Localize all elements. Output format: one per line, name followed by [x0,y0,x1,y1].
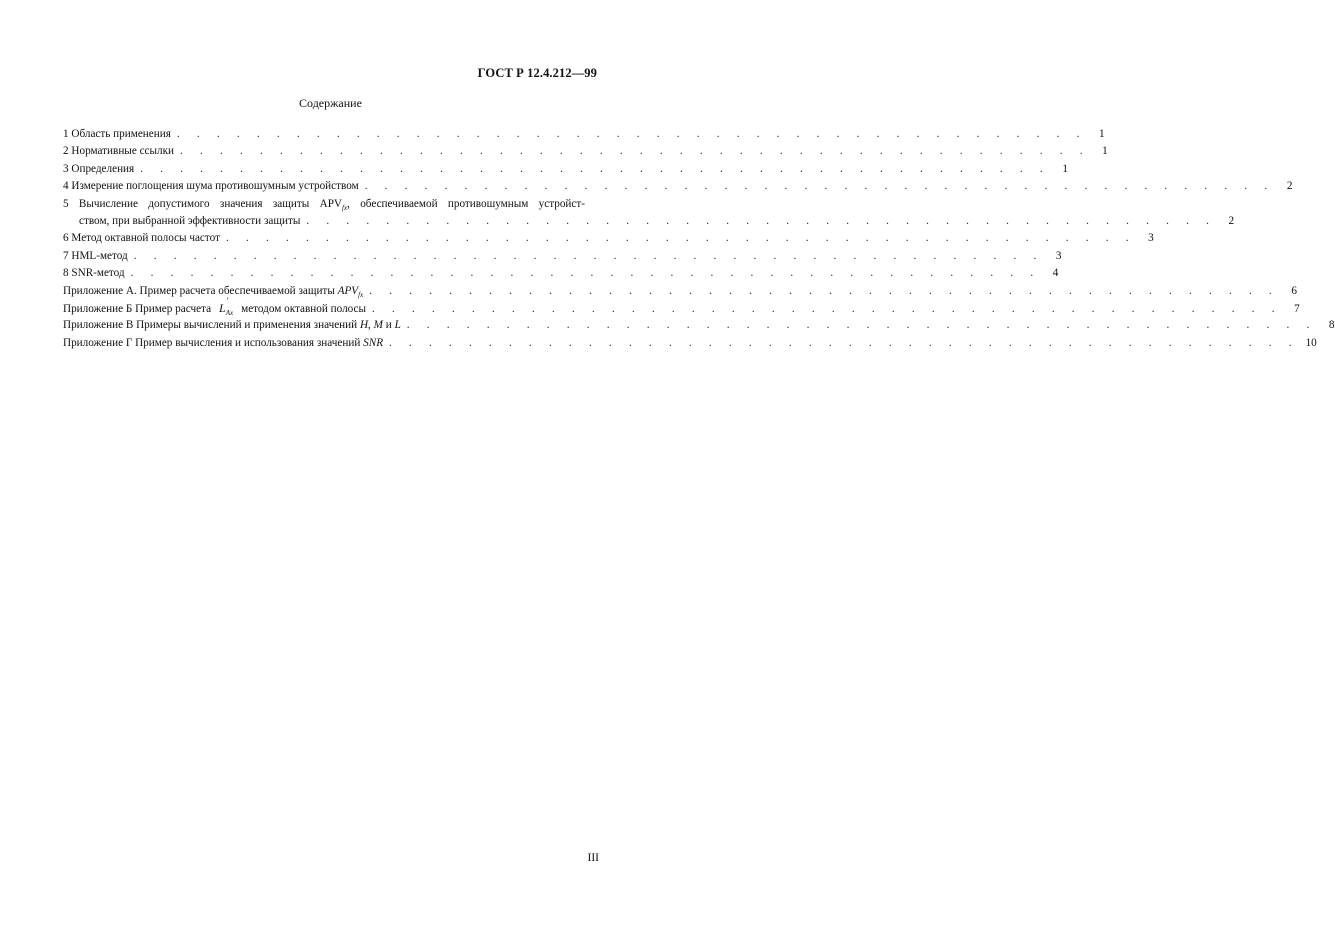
table-of-contents [63,126,1335,352]
lax-subscript: Ax [225,308,234,317]
dot-leader: . . . . . . . . . . . . . . . . . . . . . . . . . . . . . . . . . . . . . . . . . . . . . . [369,284,1279,297]
toc-appendix-g[interactable] [63,335,1317,351]
page-number: III [587,852,599,864]
toc-entry-6[interactable] [63,230,1154,246]
and-word: и [385,319,392,332]
toc-appendix-a[interactable] [63,283,1297,299]
toc-entry-page: 4 [1052,267,1059,280]
toc-entry-text-main: Приложение Г Пример вычисления и использования значений [63,336,364,349]
toc-entry-page: 10 [1305,336,1317,349]
dot-leader: . . . . . . . . . . . . . . . . . . . . . . . . . . . . . . . . . . . . . . . . . . . . . . [176,128,1087,140]
dot-leader: . . . . . . . . . . . . . . . . . . . . . . . . . . . . . . . . . . . . . . . . . . . . . . [406,319,1317,332]
document-code: ГОСТ Р 12.4.212—99 [477,66,597,80]
toc-entry-text-after: методом октавной полосы [241,302,367,315]
toc-entry-text: 1 Область применения [63,128,171,140]
toc-entry-text: ством, при выбранной эффективности защиты [79,214,301,227]
toc-entry-text-main: Приложение А. Пример расчета обеспечиваемой защиты [63,284,338,297]
toc-entry-page: 3 [1148,232,1154,245]
toc-entry-text: 7 HML-метод [63,249,128,262]
toc-entry-page: 6 [1291,284,1297,297]
toc-entry-text: 8 SNR-метод [63,267,125,280]
l-symbol: L [394,319,401,332]
toc-entry-5-continued[interactable] [63,213,1235,229]
toc-entry-page: 1 [1102,145,1108,158]
dot-leader: . . . . . . . . . . . . . . . . . . . . . . . . . . . . . . . . . . . . . . . . . . . . . . [225,232,1136,245]
toc-entry-text: 4 Измерение поглощения шума противошумным устройством [63,180,359,193]
toc-appendix-b[interactable] [63,295,1300,317]
dot-leader: . . . . . . . . . . . . . . . . . . . . . . . . . . . . . . . . . . . . . . . . . . . . . . [130,267,1041,280]
toc-entry-page: 3 [1055,249,1062,262]
dot-leader: . . . . . . . . . . . . . . . . . . . . . . . . . . . . . . . . . . . . . . . . . . . . . . [180,145,1090,158]
apv-subscript: fx [342,203,348,212]
toc-entry-3[interactable] [63,161,1068,177]
dot-leader: . . . . . . . . . . . . . . . . . . . . . . . . . . . . . . . . . . . . . . . . . . . . . . [364,180,1275,193]
toc-entry-7[interactable] [63,248,1062,264]
dot-leader: . . . . . . . . . . . . . . . . . . . . . . . . . . . . . . . . . . . . . . . . . . . . . . [133,249,1044,262]
toc-entry-page: 7 [1294,302,1300,315]
toc-entry-1[interactable] [63,126,1105,142]
toc-entry-text: Приложение В Примеры вычислений и применения значений H, M и L [63,319,401,332]
toc-entry-text-after: , обеспечиваемой противошумным устройст- [347,197,585,210]
snr-symbol: SNR [363,336,384,349]
toc-title: Содержание [299,96,362,110]
m-symbol: M [373,319,383,332]
toc-entry-page: 8 [1328,319,1335,332]
toc-entry-page: 2 [1228,214,1235,227]
dot-leader: . . . . . . . . . . . . . . . . . . . . . . . . . . . . . . . . . . . . . . . . . . . . . . [140,162,1050,175]
toc-entry-text-main: 5 Вычисление допустимого значения защиты APV [63,197,342,210]
toc-entry-text-main: Приложение В Примеры вычислений и применения значений [63,319,360,332]
toc-entry-page: 1 [1099,128,1105,140]
toc-entry-8[interactable] [63,265,1059,281]
toc-appendix-v[interactable] [63,317,1335,333]
dot-leader: . . . . . . . . . . . . . . . . . . . . . . . . . . . . . . . . . . . . . . . . . . . . . . [372,302,1282,315]
toc-entry-2[interactable] [63,143,1108,159]
apv-symbol: APV [337,284,359,297]
lax-symbol [219,295,234,321]
toc-entry-text: 3 Определения [63,162,135,175]
toc-entry-5[interactable] [63,196,599,212]
toc-entry-page: 2 [1286,180,1293,193]
lax-letter: L [219,300,226,315]
dot-leader: . . . . . . . . . . . . . . . . . . . . . . . . . . . . . . . . . . . . . . . . . . . . . . [306,214,1217,227]
toc-entry-text: 2 Нормативные ссылки [63,145,175,158]
toc-entry-4[interactable] [63,178,1293,194]
toc-entry-text [63,335,383,351]
toc-entry-text: 6 Метод октавной полосы частот [63,232,220,245]
toc-entry-text-main: Приложение Б Пример расчета [63,302,212,315]
apv-subscript: fx [358,290,364,299]
lax-prime: ' [227,295,229,306]
dot-leader: . . . . . . . . . . . . . . . . . . . . . . . . . . . . . . . . . . . . . . . . . . . . . . [389,336,1299,349]
toc-entry-page: 1 [1062,162,1068,175]
h-symbol: H [359,319,369,332]
